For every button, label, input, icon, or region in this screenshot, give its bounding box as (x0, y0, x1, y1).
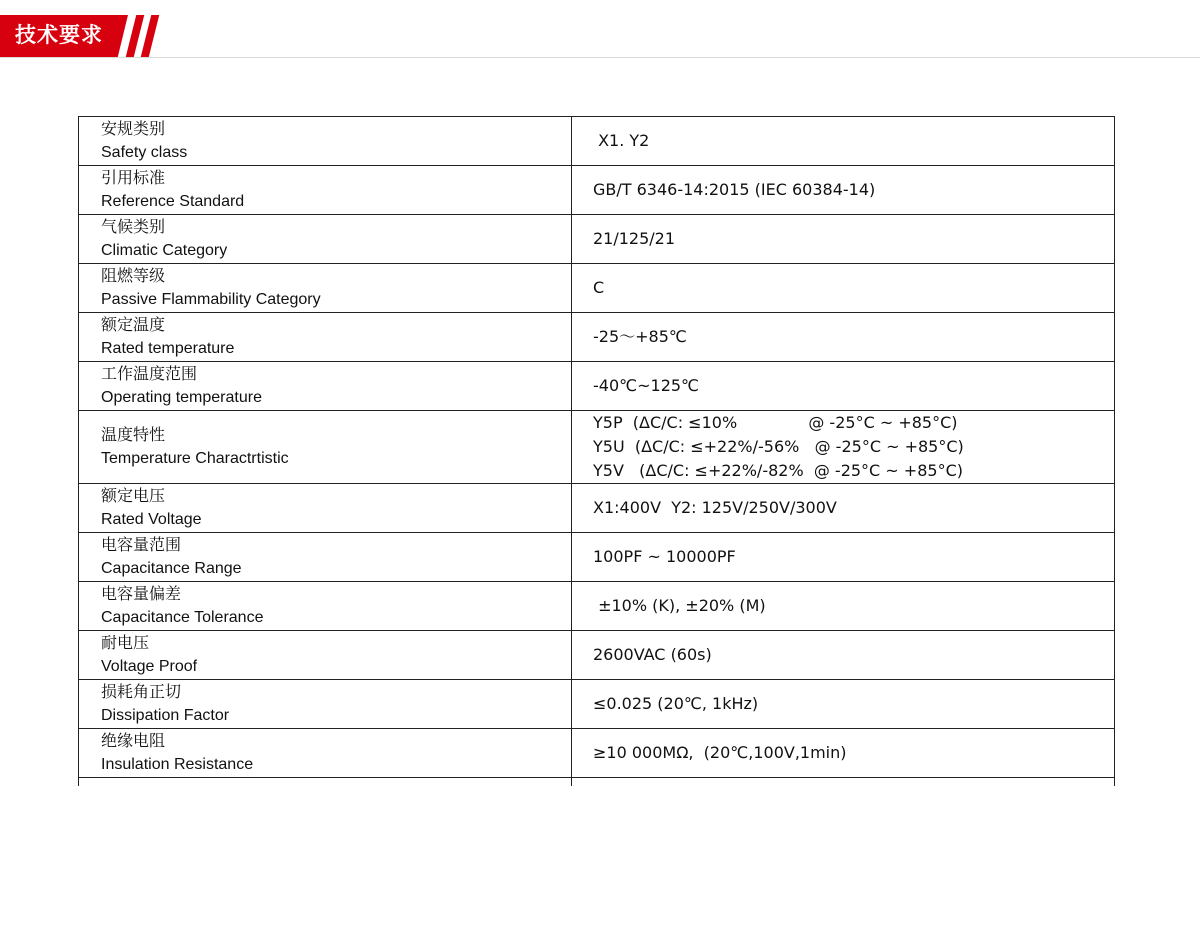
table-row (79, 729, 1115, 778)
spec-label (79, 631, 572, 680)
spec-table (78, 116, 1115, 786)
table-row (79, 362, 1115, 411)
spec-value-text: 2600VAC (60s) (593, 645, 712, 664)
spec-label (79, 362, 572, 411)
spec-value-text: Y5V (ΔC/C: ≤+22%/-82% @ -25°C ~ +85°C) (593, 461, 963, 480)
spec-value-text: Y5P (ΔC/C: ≤10% @ -25°C ~ +85°C) (593, 413, 958, 432)
spec-value (572, 411, 1115, 484)
table-row (79, 582, 1115, 631)
spec-value-text: ±10% (K), ±20% (M) (593, 596, 766, 615)
table-row-partial (79, 778, 1115, 787)
spec-label-cn: 阻燃等级 (101, 266, 166, 285)
spec-value-text: ≤0.025 (20℃, 1kHz) (593, 694, 759, 713)
table-row (79, 533, 1115, 582)
spec-value-text: C (593, 278, 605, 297)
spec-value-text: 100PF ~ 10000PF (593, 547, 736, 566)
empty-cell (79, 778, 572, 787)
spec-value-text: -25～+85℃ (593, 327, 687, 346)
section-header (0, 0, 1200, 58)
table-row (79, 117, 1115, 166)
spec-label (79, 680, 572, 729)
spec-label-cn: 引用标准 (101, 168, 166, 187)
spec-label-cn: 耐电压 (101, 633, 150, 652)
spec-label (79, 264, 572, 313)
spec-label-en: Safety class (101, 144, 188, 161)
spec-label (79, 117, 572, 166)
table-row (79, 313, 1115, 362)
spec-value (572, 166, 1115, 215)
header-divider (0, 57, 1200, 58)
spec-value (572, 117, 1115, 166)
spec-label (79, 411, 572, 484)
spec-value (572, 631, 1115, 680)
spec-label (79, 484, 572, 533)
spec-label-en: Rated Voltage (101, 511, 202, 528)
spec-label-cn: 绝缘电阻 (101, 731, 166, 750)
spec-label-en: Capacitance Range (101, 560, 242, 577)
spec-label (79, 215, 572, 264)
spec-label-cn: 额定电压 (101, 486, 166, 505)
spec-label-en: Climatic Category (101, 242, 228, 259)
spec-label-en: Dissipation Factor (101, 707, 230, 724)
spec-value (572, 729, 1115, 778)
spec-value-text: 21/125/21 (593, 229, 676, 248)
empty-cell (572, 778, 1115, 787)
spec-label-en: Operating temperature (101, 389, 262, 406)
spec-label (79, 533, 572, 582)
spec-label-en: Reference Standard (101, 193, 245, 210)
table-row (79, 484, 1115, 533)
table-row (79, 411, 1115, 484)
spec-value (572, 582, 1115, 631)
spec-value (572, 533, 1115, 582)
section-title: 技术要求 (15, 23, 103, 47)
spec-value (572, 362, 1115, 411)
table-row (79, 631, 1115, 680)
spec-label-cn: 温度特性 (101, 425, 166, 444)
spec-label-en: Voltage Proof (101, 658, 198, 675)
table-row (79, 215, 1115, 264)
spec-label (79, 582, 572, 631)
table-row (79, 264, 1115, 313)
table-row (79, 680, 1115, 729)
spec-label-cn: 工作温度范围 (101, 364, 198, 383)
spec-value (572, 215, 1115, 264)
spec-value-text: Y5U (ΔC/C: ≤+22%/-56% @ -25°C ~ +85°C) (593, 437, 964, 456)
spec-label-cn: 电容量偏差 (101, 584, 182, 603)
spec-label-en: Rated temperature (101, 340, 235, 357)
spec-label (79, 729, 572, 778)
spec-value (572, 313, 1115, 362)
header-stripe (141, 15, 159, 57)
spec-label-cn: 气候类别 (101, 217, 166, 236)
spec-label-cn: 安规类别 (101, 119, 166, 138)
spec-value (572, 484, 1115, 533)
spec-label (79, 313, 572, 362)
spec-label-en: Capacitance Tolerance (101, 609, 264, 626)
spec-value-text: -40℃~125℃ (593, 376, 700, 395)
spec-value (572, 680, 1115, 729)
spec-label-en: Insulation Resistance (101, 756, 254, 773)
spec-label-cn: 电容量范围 (101, 535, 182, 554)
spec-label-cn: 额定温度 (101, 315, 166, 334)
spec-value-text: ≥10 000MΩ, (20℃,100V,1min) (593, 743, 847, 762)
spec-label-en: Temperature Charactrtistic (101, 450, 289, 467)
spec-value-text: X1:400V Y2: 125V/250V/300V (593, 498, 837, 517)
spec-label-en: Passive Flammability Category (101, 291, 321, 308)
table-row (79, 166, 1115, 215)
spec-label-cn: 损耗角正切 (101, 682, 182, 701)
spec-value (572, 264, 1115, 313)
spec-value-text: GB/T 6346-14:2015 (IEC 60384-14) (593, 180, 876, 199)
spec-label (79, 166, 572, 215)
spec-value-text: X1. Y2 (593, 131, 650, 150)
